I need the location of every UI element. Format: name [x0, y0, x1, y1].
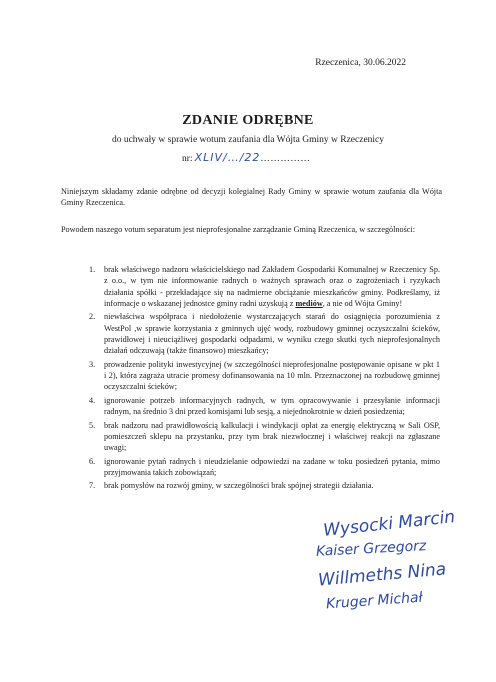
item-number: 3. — [89, 359, 96, 369]
list-item — [61, 420, 442, 454]
number-prefix: nr: — [182, 154, 193, 164]
item-text — [104, 264, 442, 309]
signature: Kaiser Grzegorz — [315, 538, 427, 560]
item-number: 2. — [89, 312, 96, 322]
item-number: 6. — [89, 456, 96, 466]
item-number: 7. — [89, 481, 96, 491]
reasons-list — [61, 264, 442, 494]
signature: Wysocki Marcin — [322, 507, 457, 541]
reason-paragraph: Powodem naszego votum separatum jest nieprofesjonalne zarządzanie Gminą Rzeczenica, w szczególności: — [61, 225, 415, 234]
item-number: 4. — [89, 395, 96, 405]
intro-paragraph: Niniejszym składamy zdanie odrębne od decyzji kolegialnej Rady Gminy w sprawie wotum zaufania dla Wójta Gminy Rzeczenica. — [61, 187, 442, 208]
item-text: niewłaściwa współpraca i niedołożenie wystarczających starań do osiągnięcia porozumienia z WestPol ,w sprawie korzystania z gminnych ujęć wody, rozbudowy gminnej oczyszczalni ścieków, prawidłowej i nieuciążliwej gospodarki odpadami, w wyniku czego skutki tych nieprofesjonalnych działań odczuwają (także finansowo) mieszkańcy; — [104, 312, 440, 356]
resolution-number — [182, 151, 310, 164]
item-text: ignorowanie potrzeb informacyjnych radnych, w tym opracowywanie i przesyłanie informacji radnym, na średnio 3 dni przed komisjami lub sesją, a niejednokrotnie w dzień posiedzenia; — [104, 395, 440, 417]
signature: Kruger Michał — [325, 589, 424, 613]
item-text: prowadzenie polityki inwestycyjnej (w szczególności nieprofesjonalne postępowanie opisane w pkt 1 i 2), która zagraża utracie promesy dofinansowania na 10 mln. Przeznaczonej na rozbudowę gminnej oczyszczalni ścieków; — [104, 359, 440, 392]
item-number: 1. — [89, 265, 96, 274]
emphasized-word: mediów — [295, 298, 323, 308]
document-title: ZDANIE ODRĘBNE — [182, 113, 314, 128]
place-date: Rzeczenica, 30.06.2022 — [315, 58, 406, 68]
list-item — [61, 480, 442, 491]
list-item — [61, 359, 442, 393]
item-text-part: , a nie od Wójta Gminy! — [322, 298, 403, 308]
item-text: ignorowanie pytań radnych i nieudzielanie odpowiedzi na zadane w toku posiedzeń pytania, mimo przyjmowania takich zobowiązań; — [104, 456, 440, 477]
item-text: brak nadzoru nad prawidłowością kalkulacji i windykacji opłat za energię elektryczną w Sali OSP, pomieszczeń sklepu na przystanku, przy tym brak niezwłocznej i właściwej reakcji na zgłaszane uwagi; — [104, 420, 440, 453]
number-dots: …………… — [260, 154, 311, 164]
list-item — [61, 456, 442, 479]
signature: Willmeths Nina — [317, 559, 447, 591]
item-number: 5. — [89, 420, 96, 430]
handwritten-number: XLIV/…/22 — [194, 151, 261, 164]
document-subtitle: do uchwały w sprawie wotum zaufania dla Wójta Gminy w Rzeczenicy — [111, 135, 385, 145]
list-item — [61, 264, 442, 309]
item-text: brak pomysłów na rozwój gminy, w szczególności brak spójnej strategii działania. — [104, 481, 374, 491]
list-item — [61, 395, 442, 418]
item-text-part: brak właściwego nadzoru właścicielskiego nad Zakładem Gospodarki Komunalnej w Rzeczenicy Sp. z o.o., w tym nie informowanie radnych o ważnych sprawach oraz o zagrożeniach i ryzykach działania spółki - przekładające się na nadmierne obciążanie mieszkańców gminy. Podkreślamy, iż informacje o wskazanej jednostce gminy radni uzyskują z — [104, 265, 440, 308]
list-item — [61, 311, 442, 356]
